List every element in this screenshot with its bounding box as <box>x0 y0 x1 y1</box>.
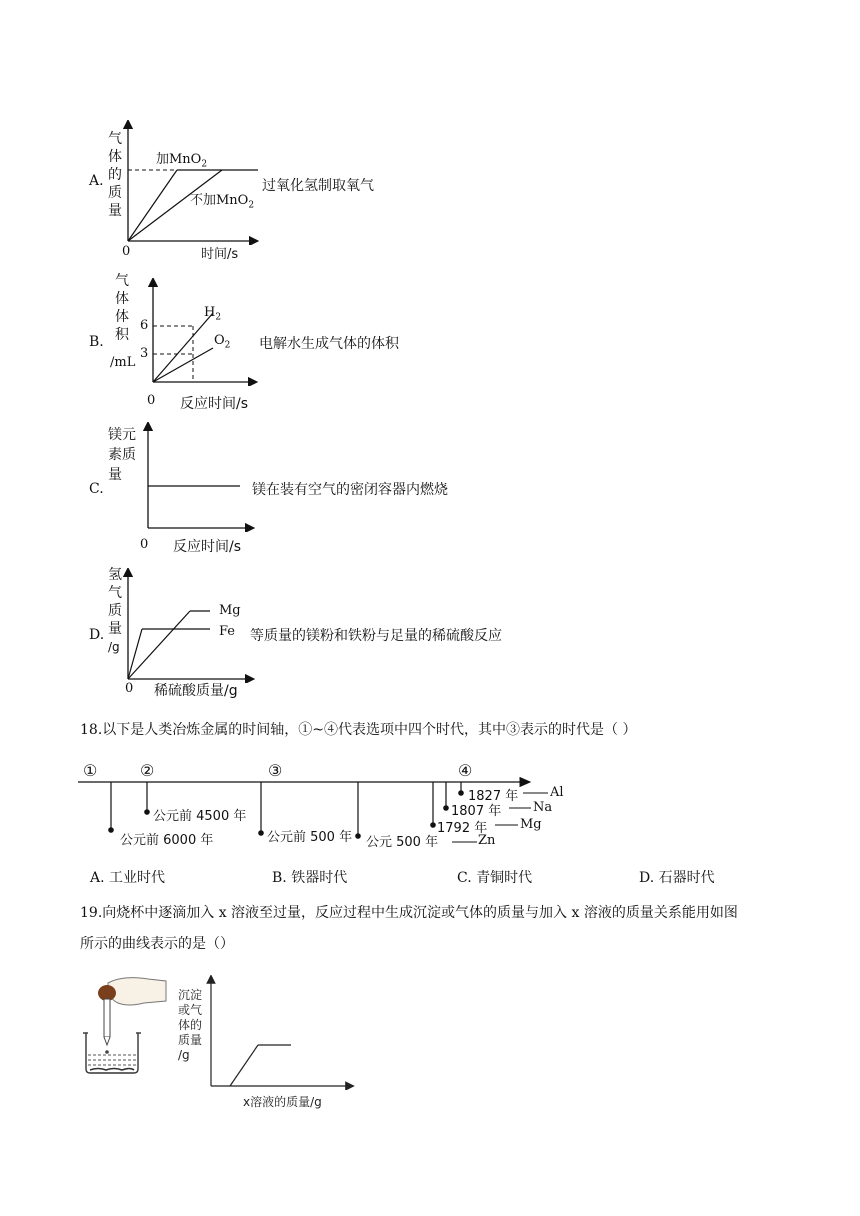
b-ylabel-char: 积 <box>115 327 129 343</box>
d-origin: 0 <box>125 681 134 696</box>
b-ylabel-char: 体 <box>115 291 129 307</box>
b-ylabel-char: 气 <box>115 273 129 289</box>
b-y-unit: /mL <box>110 355 136 370</box>
d-label-fe: Fe <box>219 624 236 639</box>
d-caption: 等质量的镁粉和铁粉与足量的稀硫酸反应 <box>250 628 502 644</box>
c-ylabel-line: 量 <box>108 467 122 483</box>
b-label-h2: $H_2$ <box>204 305 222 323</box>
a-x-axis-label: 时间/s <box>201 247 239 262</box>
q19-y-axis-label <box>178 988 202 1063</box>
b-tick-6: 6 <box>140 318 149 333</box>
a-ylabel-char: 体 <box>108 149 122 165</box>
b-tick-3: 3 <box>140 346 149 361</box>
option-c[interactable]: C. 青铜时代 <box>457 870 533 886</box>
metal-al: Al <box>550 785 564 800</box>
q19-curve-rise <box>230 1045 258 1086</box>
label-1827: 1827 年 <box>468 789 519 804</box>
era-marker-2: ② <box>140 761 155 780</box>
beaker-icon <box>86 1033 138 1073</box>
b-plot <box>145 278 265 386</box>
a-ylabel-char: 质 <box>108 185 122 201</box>
dot-500bc <box>258 830 264 836</box>
dot-500ad <box>355 833 361 839</box>
option-letter-b: B. <box>89 334 104 350</box>
dot-4500bc <box>144 809 150 815</box>
q19-plot <box>200 975 355 1090</box>
c-y-axis-label <box>108 425 142 485</box>
a-ylabel-char: 量 <box>108 203 122 219</box>
c-ylabel-line: 素质 <box>108 447 136 463</box>
c-x-axis-label: 反应时间/s <box>173 539 242 555</box>
a-label-without-mno2: 不加MnO$_2$ <box>190 193 255 211</box>
dot-1792 <box>430 822 436 828</box>
question-19-stem-line1: 19.向烧杯中逐滴加入 x 溶液至过量，反应过程中生成沉淀或气体的质量与加入 x 溶液的质量关系能用如图 <box>80 905 738 921</box>
dropper-tube-icon <box>104 999 110 1037</box>
hand-icon <box>108 978 166 1005</box>
b-origin: 0 <box>147 393 156 408</box>
option-letter-a: A. <box>89 173 104 189</box>
metal-zn: Zn <box>478 833 496 848</box>
a-line-with-mno2 <box>128 170 177 241</box>
era-marker-4: ④ <box>458 761 473 780</box>
dot-6000bc <box>108 827 114 833</box>
question-19-stem-line2: 所示的曲线表示的是（） <box>80 936 234 952</box>
b-x-axis-label: 反应时间/s <box>180 396 249 412</box>
d-ylabel-char: 气 <box>108 585 122 601</box>
metal-na: Na <box>533 800 553 815</box>
option-letter-d: D. <box>89 627 105 643</box>
era-marker-1: ① <box>83 761 98 780</box>
metal-mg: Mg <box>520 817 542 832</box>
q19-ylabel-line: 质量 <box>178 1033 203 1047</box>
b-line-o2 <box>153 348 213 382</box>
label-500ad: 公元 500 年 <box>366 835 439 850</box>
c-plot <box>140 422 255 532</box>
option-letter-c: C. <box>89 481 104 497</box>
a-caption: 过氧化氢制取氧气 <box>262 178 374 194</box>
dot-1827 <box>458 790 464 796</box>
q19-ylabel-line: 沉淀 <box>178 988 203 1002</box>
b-caption: 电解水生成气体的体积 <box>259 336 399 352</box>
option-a[interactable]: A. 工业时代 <box>90 870 166 886</box>
era-marker-3: ③ <box>268 761 283 780</box>
q19-ylabel-line: 体的 <box>178 1018 203 1032</box>
d-x-axis-label: 稀硫酸质量/g <box>154 683 238 699</box>
a-label-with-mno2: 加MnO$_2$ <box>156 152 208 170</box>
label-1807: 1807 年 <box>451 804 502 819</box>
a-plot <box>120 120 270 245</box>
d-ylabel-char: 氢 <box>108 567 122 583</box>
b-y-axis-label <box>115 272 131 344</box>
q19-ylabel-line: /g <box>178 1048 190 1062</box>
question-18-stem: 18.以下是人类冶炼金属的时间轴，①~④代表选项中四个时代，其中③表示的时代是（ ） <box>80 722 637 738</box>
label-4500bc: 公元前 4500 年 <box>153 809 247 824</box>
label-1792: 1792 年 <box>437 821 488 836</box>
dot-1807 <box>443 805 449 811</box>
label-6000bc: 公元前 6000 年 <box>120 833 214 848</box>
option-b[interactable]: B. 铁器时代 <box>272 870 348 886</box>
d-ylabel-char: 量 <box>108 621 122 637</box>
d-label-mg: Mg <box>219 603 241 618</box>
d-plot <box>120 568 260 683</box>
b-ylabel-char: 体 <box>115 309 129 325</box>
d-ylabel-char: 质 <box>108 603 122 619</box>
c-ylabel-line: 镁元 <box>108 427 136 443</box>
c-caption: 镁在装有空气的密闭容器内燃烧 <box>252 482 448 498</box>
d-ylabel-unit: /g <box>108 640 120 654</box>
a-ylabel-char: 的 <box>108 167 122 183</box>
a-ylabel-char: 气 <box>108 131 122 147</box>
c-origin: 0 <box>140 537 149 552</box>
beaker-dropper-illustration <box>78 975 178 1075</box>
b-label-o2: $O_2$ <box>214 333 231 351</box>
q19-x-axis-label: x溶液的质量/g <box>243 1095 322 1109</box>
label-500bc: 公元前 500 年 <box>267 830 353 845</box>
option-d[interactable]: D. 石器时代 <box>639 870 715 886</box>
b-line-h2 <box>153 313 213 382</box>
a-origin: 0 <box>122 244 131 259</box>
q19-ylabel-line: 或气 <box>178 1003 203 1017</box>
